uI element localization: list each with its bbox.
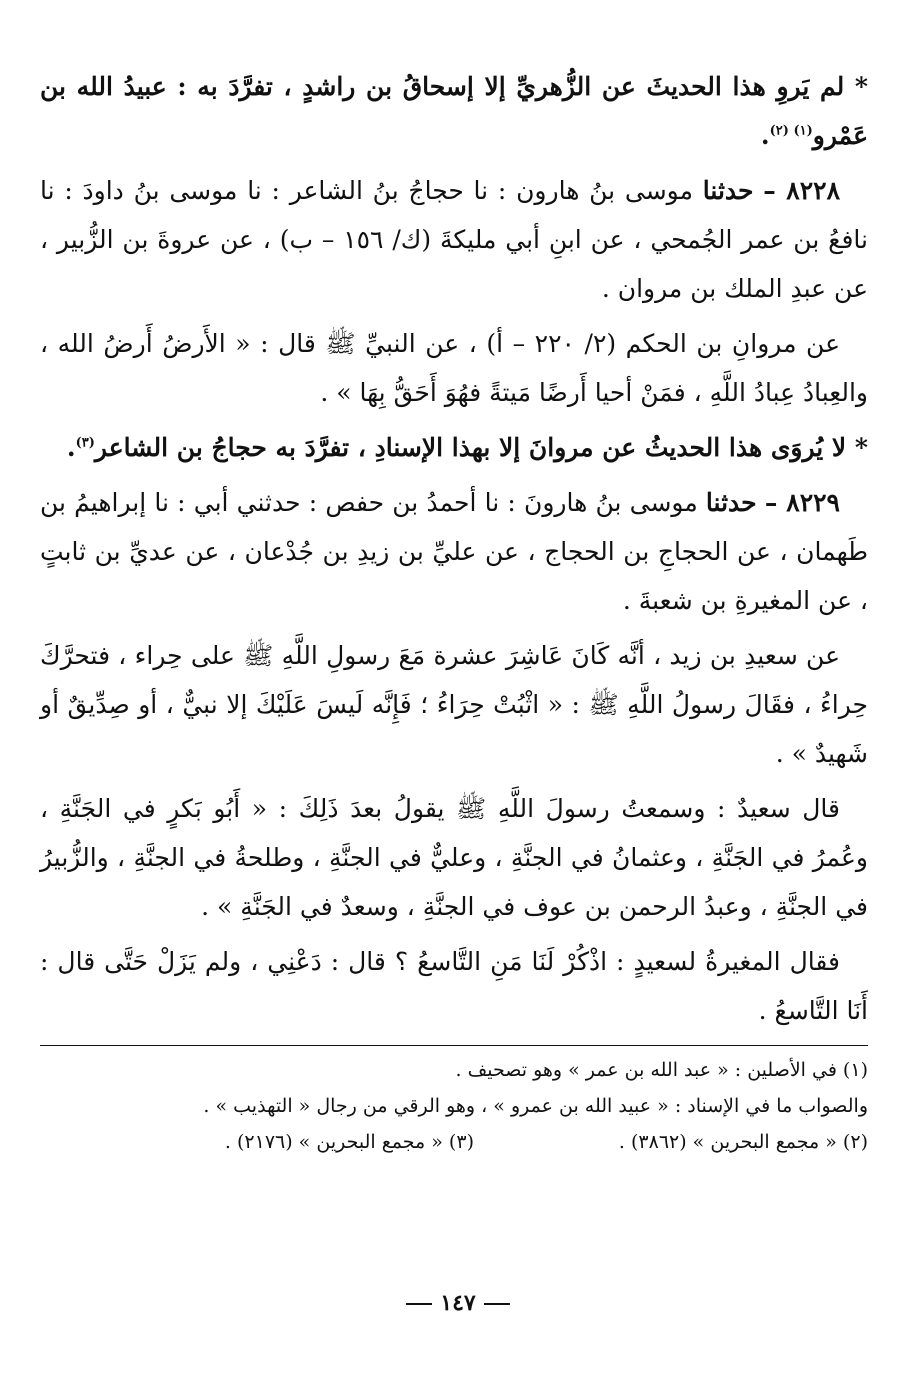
hadith-8228 <box>40 166 868 313</box>
dash-left <box>406 1303 432 1305</box>
commentary-paragraph-2 <box>40 423 868 472</box>
hadith-8228-matn <box>40 319 868 417</box>
hadith-text: فقال المغيرةُ لسعيدٍ : اذْكُرْ لَنَا مَنِ التَّاسعُ ؟ قال : دَعْنِي ، ولم يَزَلْ حَتَّى قال : أَنَا التَّاسعُ . <box>40 947 868 1025</box>
dash-right <box>484 1303 510 1305</box>
hadith-isnad: موسى بنُ هارونَ : نا أحمدُ بن حفص : حدثني أبي : نا إبراهيمُ بن طَهمان ، عن الحجاجِ بن الحجاج ، عن عليِّ بن زيدِ بن جُدْعان ، عن عديِّ بن ثابتٍ ، عن المغيرةِ بن شعبةَ . <box>40 488 868 615</box>
hadith-text: عن سعيدِ بن زيد ، أنَّه كَانَ عَاشِرَ عشرة مَعَ رسولِ اللَّهِ ﷺ على حِراء ، فتحرَّكَ حِراءُ ، فقَالَ رسولُ اللَّهِ ﷺ : « اثْبُتْ حِرَاءُ ؛ فَإِنَّه لَيسَ عَلَيْكَ إلا نبيٌّ ، أو صِدِّيقٌ أو شَهيدٌ » . <box>40 641 868 768</box>
hadith-8229-matn-3 <box>40 937 868 1035</box>
hadith-isnad: موسى بنُ هارون : نا حجاجُ بنُ الشاعر : نا موسى بنُ داودَ : نا نافعُ بن عمر الجُمحي ، عن ابنِ أبي مليكةَ (ك/ ١٥٦ – ب) ، عن عروةَ بن الزُّبير ، عن عبدِ الملك بن مروان . <box>40 176 868 303</box>
commentary-paragraph-1 <box>40 62 868 160</box>
hadith-number: ٨٢٢٩ – <box>764 488 840 517</box>
hadith-8229 <box>40 478 868 625</box>
asterisk-marker: * <box>854 433 868 462</box>
period: . <box>66 433 76 462</box>
footnote-1-line-2: والصواب ما في الإسناد : « عبيد الله بن عمرو » ، وهو الرقي من رجال « التهذيب » . <box>203 1095 868 1117</box>
commentary-text: لم يَروِ هذا الحديثَ عن الزُّهريِّ إلا إسحاقُ بن راشدٍ ، تفرَّدَ به : عبيدُ الله بن عَمْرو <box>40 72 868 150</box>
spacer <box>40 1124 80 1160</box>
footnote-refs: (٣) <box>75 435 95 451</box>
page-number <box>0 1290 916 1316</box>
footnote-row-2-3 <box>40 1124 868 1160</box>
hadith-text: قال سعيدٌ : وسمعتُ رسولَ اللَّهِ ﷺ يقولُ بعدَ ذَلِكَ : « أَبُو بَكرٍ في الجَنَّةِ ، وعُمرُ في الجَنَّةِ ، وعثمانُ في الجنَّةِ ، وعليٌّ في الجنَّةِ ، وطلحةُ في الجنَّةِ ، والزُّبيرُ في الجنَّةِ ، وعبدُ الرحمن بن عوف في الجنَّةِ ، وسعدٌ في الجَنَّةِ » . <box>40 794 868 921</box>
hadith-text: عن مروانِ بن الحكم (٢/ ٢٢٠ – أ) ، عن النبيِّ ﷺ قال : « الأَرضُ أَرضُ الله ، والعِبادُ عِبادُ اللَّهِ ، فمَنْ أحيا أَرضًا مَيتةً فهُوَ أَحَقُّ بِهَا » . <box>40 329 868 407</box>
footnote-divider <box>40 1045 868 1046</box>
commentary-text: لا يُروَى هذا الحديثُ عن مروانَ إلا بهذا الإسنادِ ، تفرَّدَ به حجاجُ بن الشاعر <box>94 433 847 462</box>
period: . <box>760 121 770 150</box>
hadith-lead-word: حدثنا <box>705 488 757 517</box>
footnote-refs: (١) (٢) <box>769 123 813 139</box>
footnotes <box>40 1052 868 1160</box>
page-number-value: ١٤٧ <box>440 1290 476 1316</box>
hadith-8229-matn-2 <box>40 784 868 931</box>
hadith-lead-word: حدثنا <box>702 176 754 205</box>
hadith-number: ٨٢٢٨ – <box>763 176 841 205</box>
footnote-2: (٢) « مجمع البحرين » (٣٨٦٢) . <box>618 1131 868 1153</box>
asterisk-marker: * <box>854 72 868 101</box>
footnote-3: (٣) « مجمع البحرين » (٢١٧٦) . <box>224 1131 474 1153</box>
hadith-8229-matn-1 <box>40 631 868 778</box>
footnote-1-line-1: (١) في الأصلين : « عبد الله بن عمر » وهو تصحيف . <box>455 1059 868 1081</box>
